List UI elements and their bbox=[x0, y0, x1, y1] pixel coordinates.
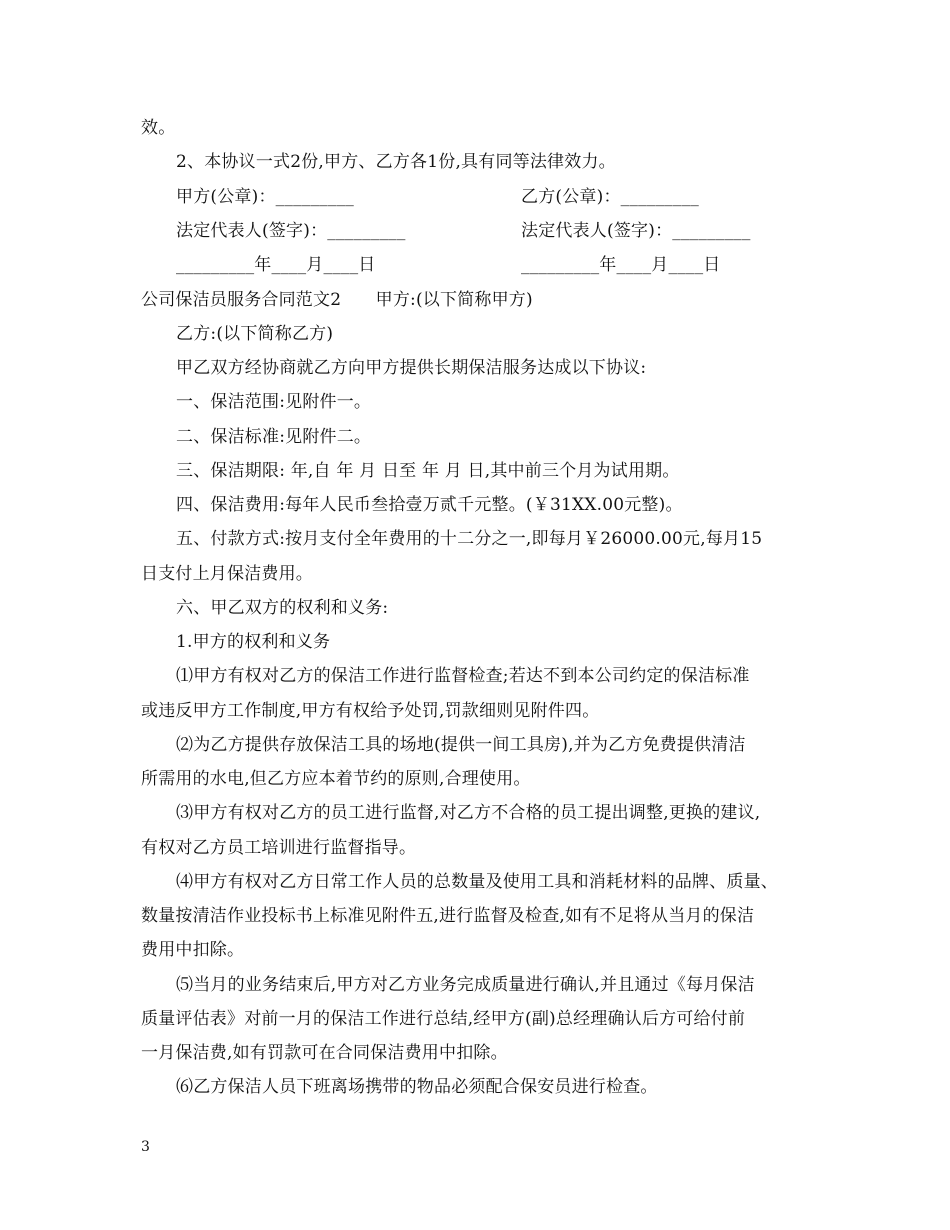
date-party-a: _________年____月____日 bbox=[176, 255, 376, 275]
text-line: 乙方:(以下简称乙方) bbox=[176, 324, 334, 344]
text-line: ⑸当月的业务结束后,甲方对乙方业务完成质量进行确认,并且通过《每月保洁 bbox=[176, 975, 755, 995]
text-line: 数量按清洁作业投标书上标准见附件五,进行监督及检查,如有不足将从当月的保洁 bbox=[141, 906, 755, 926]
text-line: 2、本协议一式2份,甲方、乙方各1份,具有同等法律效力。 bbox=[176, 152, 616, 172]
text-line: 四、保洁费用:每年人民币叁拾壹万贰千元整。(￥31XX.00元整)。 bbox=[176, 495, 683, 515]
text-line: ⑵为乙方提供存放保洁工具的场地(提供一间工具房),并为乙方免费提供清洁 bbox=[176, 735, 746, 755]
text-line: ⑹乙方保洁人员下班离场携带的物品必须配合保安员进行检查。 bbox=[176, 1077, 658, 1097]
signature-party-a-seal: 甲方(公章)：_________ bbox=[176, 187, 354, 207]
text-line: 质量评估表》对前一月的保洁工作进行总结,经甲方(副)总经理确认后方可给付前 bbox=[141, 1009, 746, 1029]
text-line: 费用中扣除。 bbox=[141, 940, 245, 960]
text-line: 三、保洁期限: 年,自 年 月 日至 年 月 日,其中前三个月为试用期。 bbox=[176, 461, 680, 481]
text-line: 1.甲方的权利和义务 bbox=[176, 632, 331, 652]
text-line: ⑷甲方有权对乙方日常工作人员的总数量及使用工具和消耗材料的品牌、质量、 bbox=[176, 872, 778, 892]
text-line: 日支付上月保洁费用。 bbox=[141, 564, 313, 584]
text-line: 五、付款方式:按月支付全年费用的十二分之一,即每月￥26000.00元,每月15 bbox=[176, 529, 763, 549]
text-line: 一、保洁范围:见附件一。 bbox=[176, 392, 372, 412]
date-party-b: _________年____月____日 bbox=[521, 255, 721, 275]
text-line: 甲乙双方经协商就乙方向甲方提供长期保洁服务达成以下协议: bbox=[176, 358, 647, 378]
text-line: 或违反甲方工作制度,甲方有权给予处罚,罚款细则见附件四。 bbox=[141, 701, 600, 721]
text-line: 一月保洁费,如有罚款可在合同保洁费用中扣除。 bbox=[141, 1043, 508, 1063]
page-number: 3 bbox=[141, 1139, 150, 1155]
text-line: 有权对乙方员工培训进行监督指导。 bbox=[141, 838, 417, 858]
text-line: ⑴甲方有权对乙方的保洁工作进行监督检查;若达不到本公司约定的保洁标准 bbox=[176, 666, 750, 686]
text-line: ⑶甲方有权对乙方的员工进行监督,对乙方不合格的员工提出调整,更换的建议, bbox=[176, 803, 761, 823]
text-line: 所需用的水电,但乙方应本着节约的原则,合理使用。 bbox=[141, 769, 531, 789]
contract-heading: 公司保洁员服务合同范文2 甲方:(以下简称甲方) bbox=[141, 290, 533, 310]
signature-party-b-rep: 法定代表人(签字)：_________ bbox=[521, 221, 751, 241]
text-line: 效。 bbox=[141, 118, 176, 138]
text-line: 二、保洁标准:见附件二。 bbox=[176, 427, 372, 447]
text-line: 六、甲乙双方的权利和义务: bbox=[176, 598, 389, 618]
signature-party-a-rep: 法定代表人(签字)：_________ bbox=[176, 221, 406, 241]
signature-party-b-seal: 乙方(公章)：_________ bbox=[521, 187, 699, 207]
